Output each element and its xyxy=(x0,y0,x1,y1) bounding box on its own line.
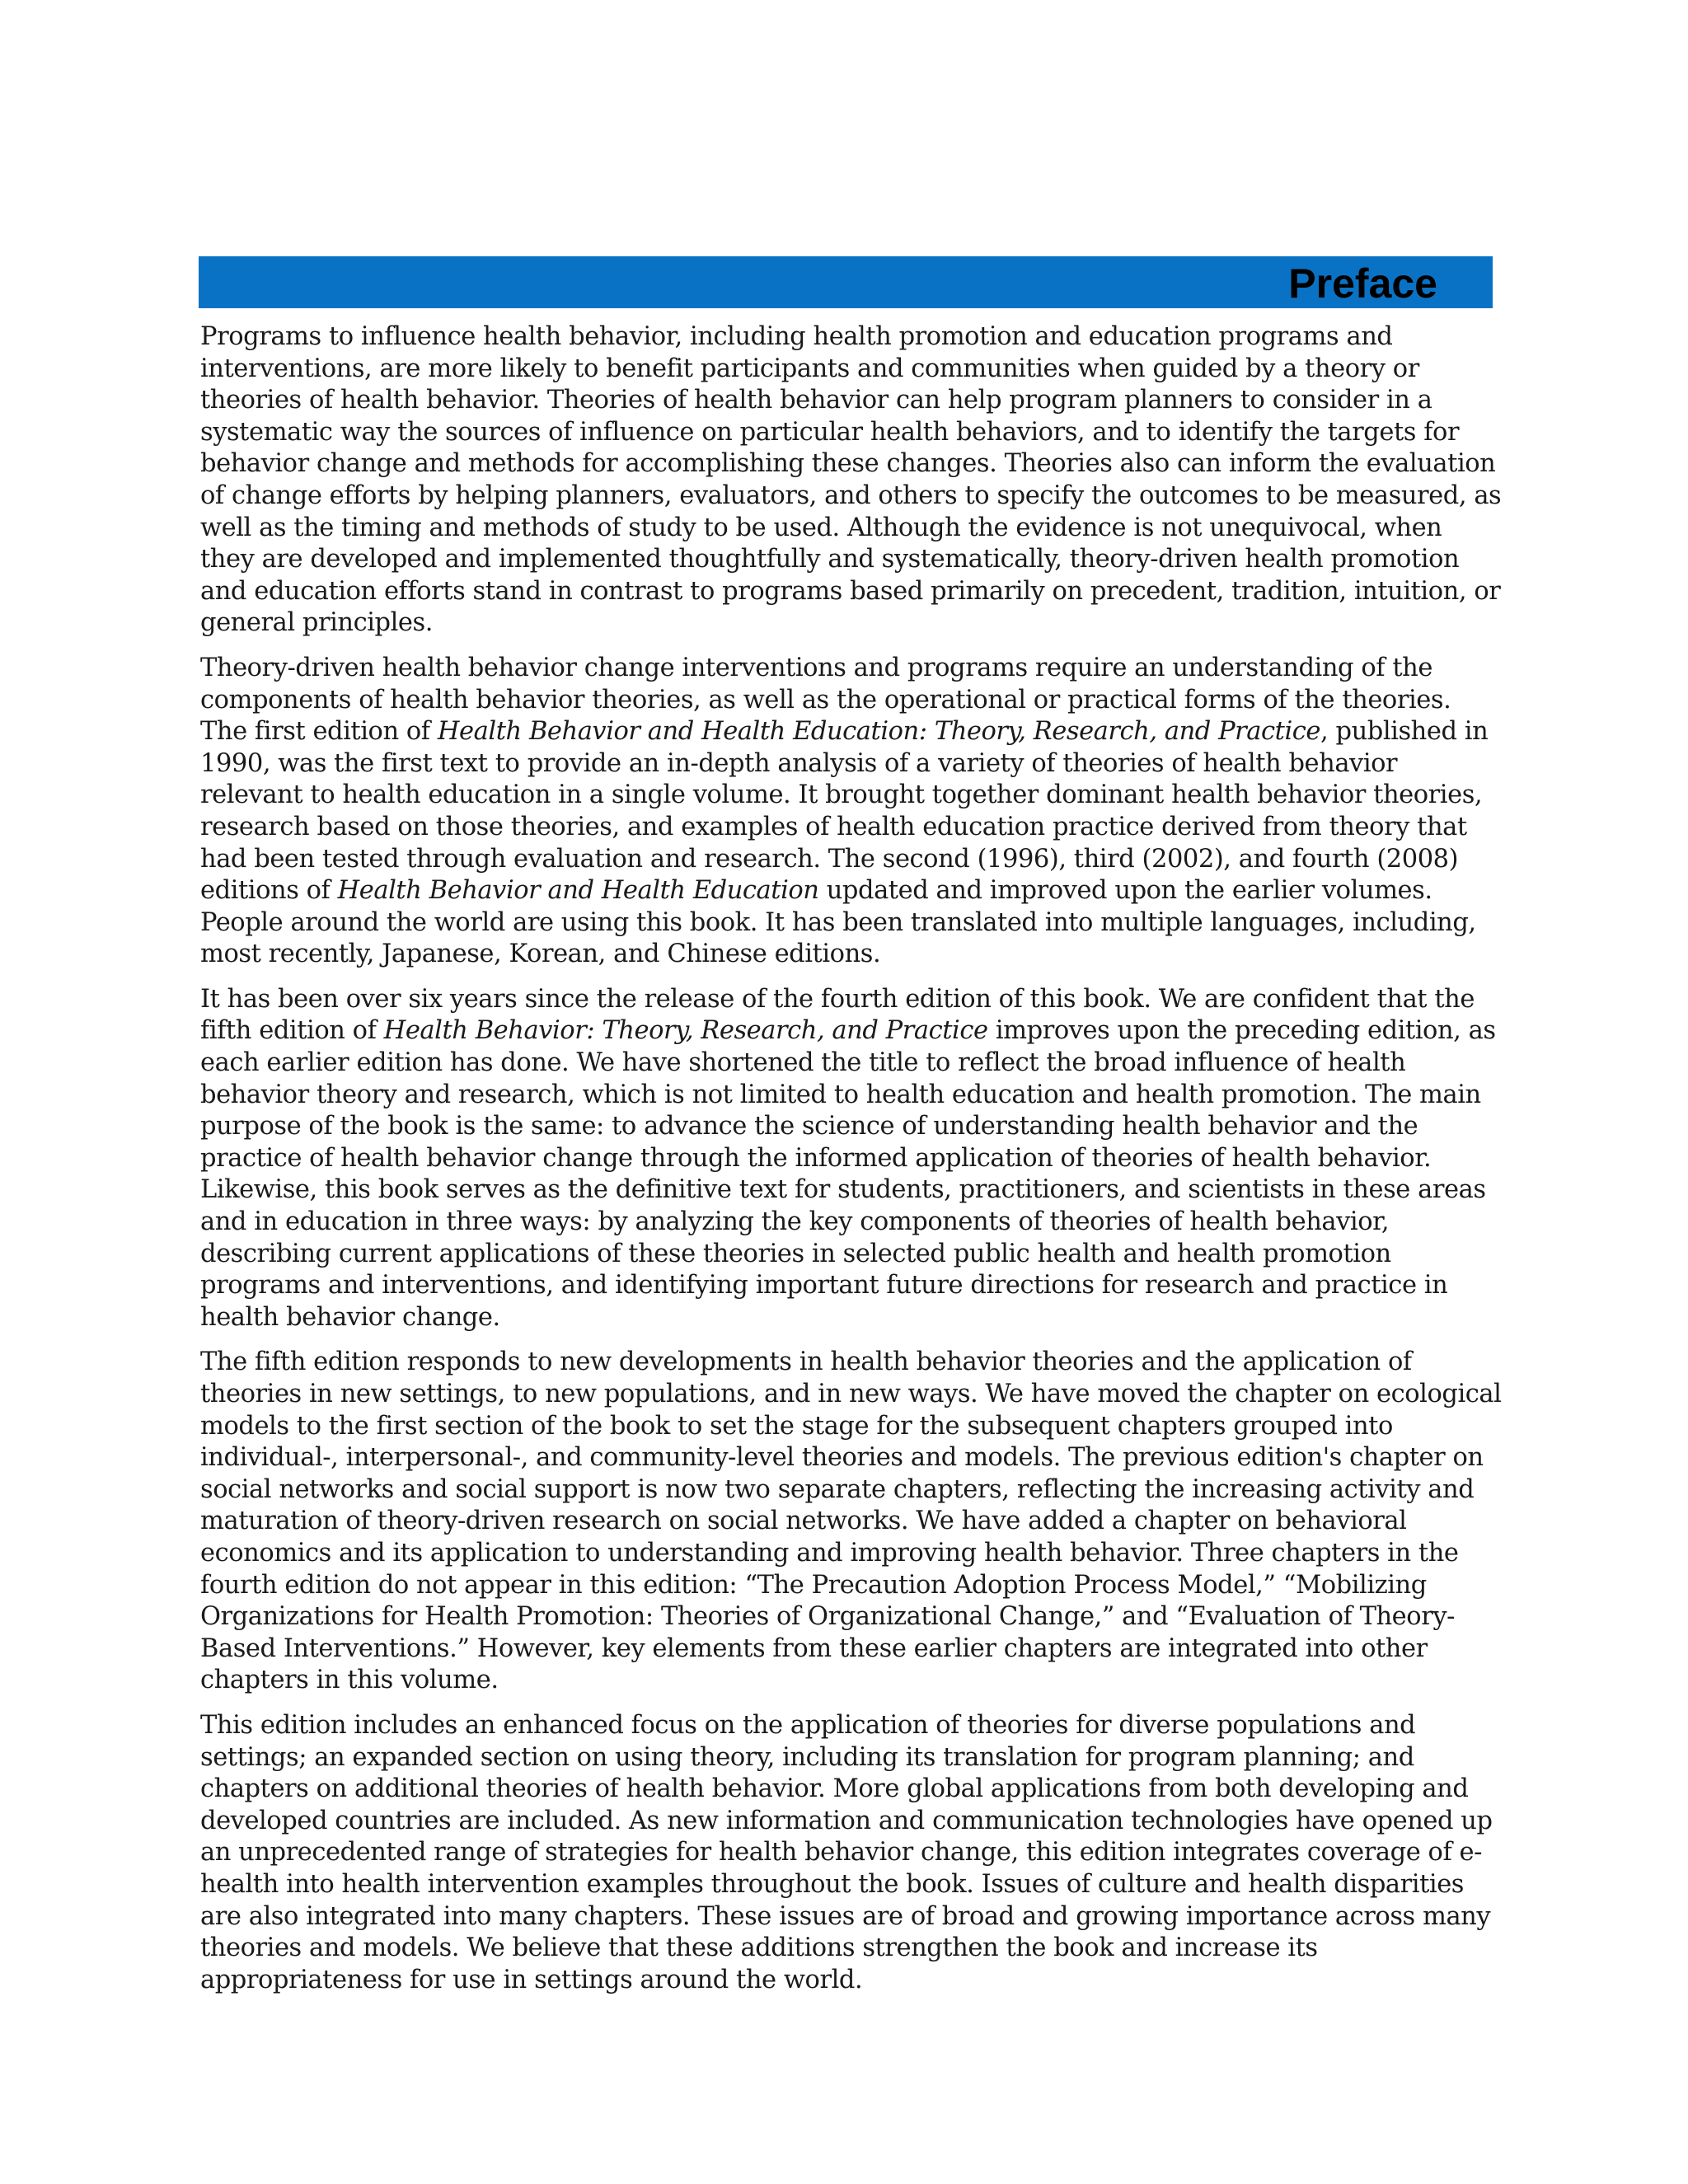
paragraph-2-text-b: , published in 1990, was the first text to provide an in-depth analysis of a variety of theories of health behavior relevant to health education in a single volume. It brought together dominant health behavior theories, research based on those theories, and examples of health education practice derived from theory that had been tested through evaluation and research. The second (1996), third (2002), and fourth (2008) editions of xyxy=(200,717,1489,906)
paragraph-5: This edition includes an enhanced focus on the application of theories for diverse populations and settings; an expanded section on using theory, including its translation for program planning; and chapters on additional theories of health behavior. More global applications from both developing and developed countries are included. As new information and communication technologies have opened up an unprecedented range of strategies for health behavior change, this edition integrates coverage of e-health into health intervention examples throughout the book. Issues of culture and health disparities are also integrated into many chapters. These issues are of broad and growing importance across many theories and models. We believe that these additions strengthen the book and increase its appropriateness for use in settings around the world. xyxy=(200,1710,1493,1994)
paragraph-1: Programs to influence health behavior, including health promotion and education programs and interventions, are more likely to benefit participants and communities when guided by a theory or theories of health behavior. Theories of health behavior can help program planners to consider in a systematic way the sources of influence on particular health behaviors, and to identify the targets for behavior change and methods for accomplishing these changes. Theories also can inform the evaluation of change efforts by helping planners, evaluators, and others to specify the outcomes to be measured, as well as the timing and methods of study to be used. Although the evidence is not unequivocal, when they are developed and implemented thoughtfully and systematically, theory-driven health promotion and education efforts stand in contrast to programs based primarily on precedent, tradition, intuition, or general principles. xyxy=(200,322,1502,638)
preface-body xyxy=(200,321,1503,2009)
book-title-earlier-editions: Health Behavior and Health Education xyxy=(337,876,819,906)
preface-title-bar xyxy=(199,256,1493,308)
paragraph-2-text-a: Theory-driven health behavior change interventions and programs require an understanding of the components of health behavior theories, as well as the operational or practical forms of the theories. The first edition of xyxy=(200,653,1451,747)
book-title-fifth-edition: Health Behavior: Theory, Research, and Practice xyxy=(383,1016,988,1046)
paragraph-3-text-a: It has been over six years since the release of the fourth edition of this book. We are confident that the fifth edition of xyxy=(200,984,1475,1046)
page-title: Preface xyxy=(1288,260,1437,307)
paragraph-2 xyxy=(200,653,1503,971)
paragraph-3-text-b: improves upon the preceding edition, as each earlier edition has done. We have shortened the title to reflect the broad influence of health behavior theory and research, which is not limited to health education and health promotion. The main purpose of the book is the same: to advance the science of understanding health behavior and the practice of health behavior change through the informed application of theories of health behavior. Likewise, this book serves as the definitive text for students, practitioners, and scientists in these areas and in education in three ways: by analyzing the key components of theories of health behavior, describing current applications of these theories in selected public health and health promotion programs and interventions, and identifying important future directions for research and practice in health behavior change. xyxy=(200,1016,1496,1332)
book-title-first-edition: Health Behavior and Health Education: Theory, Research, and Practice xyxy=(437,717,1321,747)
paragraph-2-text-c: updated and improved upon the earlier volumes. People around the world are using this book. It has been translated into multiple languages, including, most recently, Japanese, Korean, and Chinese editions. xyxy=(200,876,1476,969)
paragraph-3 xyxy=(200,984,1503,1334)
paragraph-4: The fifth edition responds to new developments in health behavior theories and the application of theories in new settings, to new populations, and in new ways. We have moved the chapter on ecological models to the first section of the book to set the stage for the subsequent chapters grouped into individual-, interpersonal-, and community-level theories and models. The previous edition's chapter on social networks and social support is now two separate chapters, reflecting the increasing activity and maturation of theory-driven research on social networks. We have added a chapter on behavioral economics and its application to understanding and improving health behavior. Three chapters in the fourth edition do not appear in this edition: “The Precaution Adoption Process Model,” “Mobilizing Organizations for Health Promotion: Theories of Organizational Change,” and “Evaluation of Theory-Based Interventions.” However, key elements from these earlier chapters are integrated into other chapters in this volume. xyxy=(200,1347,1502,1695)
